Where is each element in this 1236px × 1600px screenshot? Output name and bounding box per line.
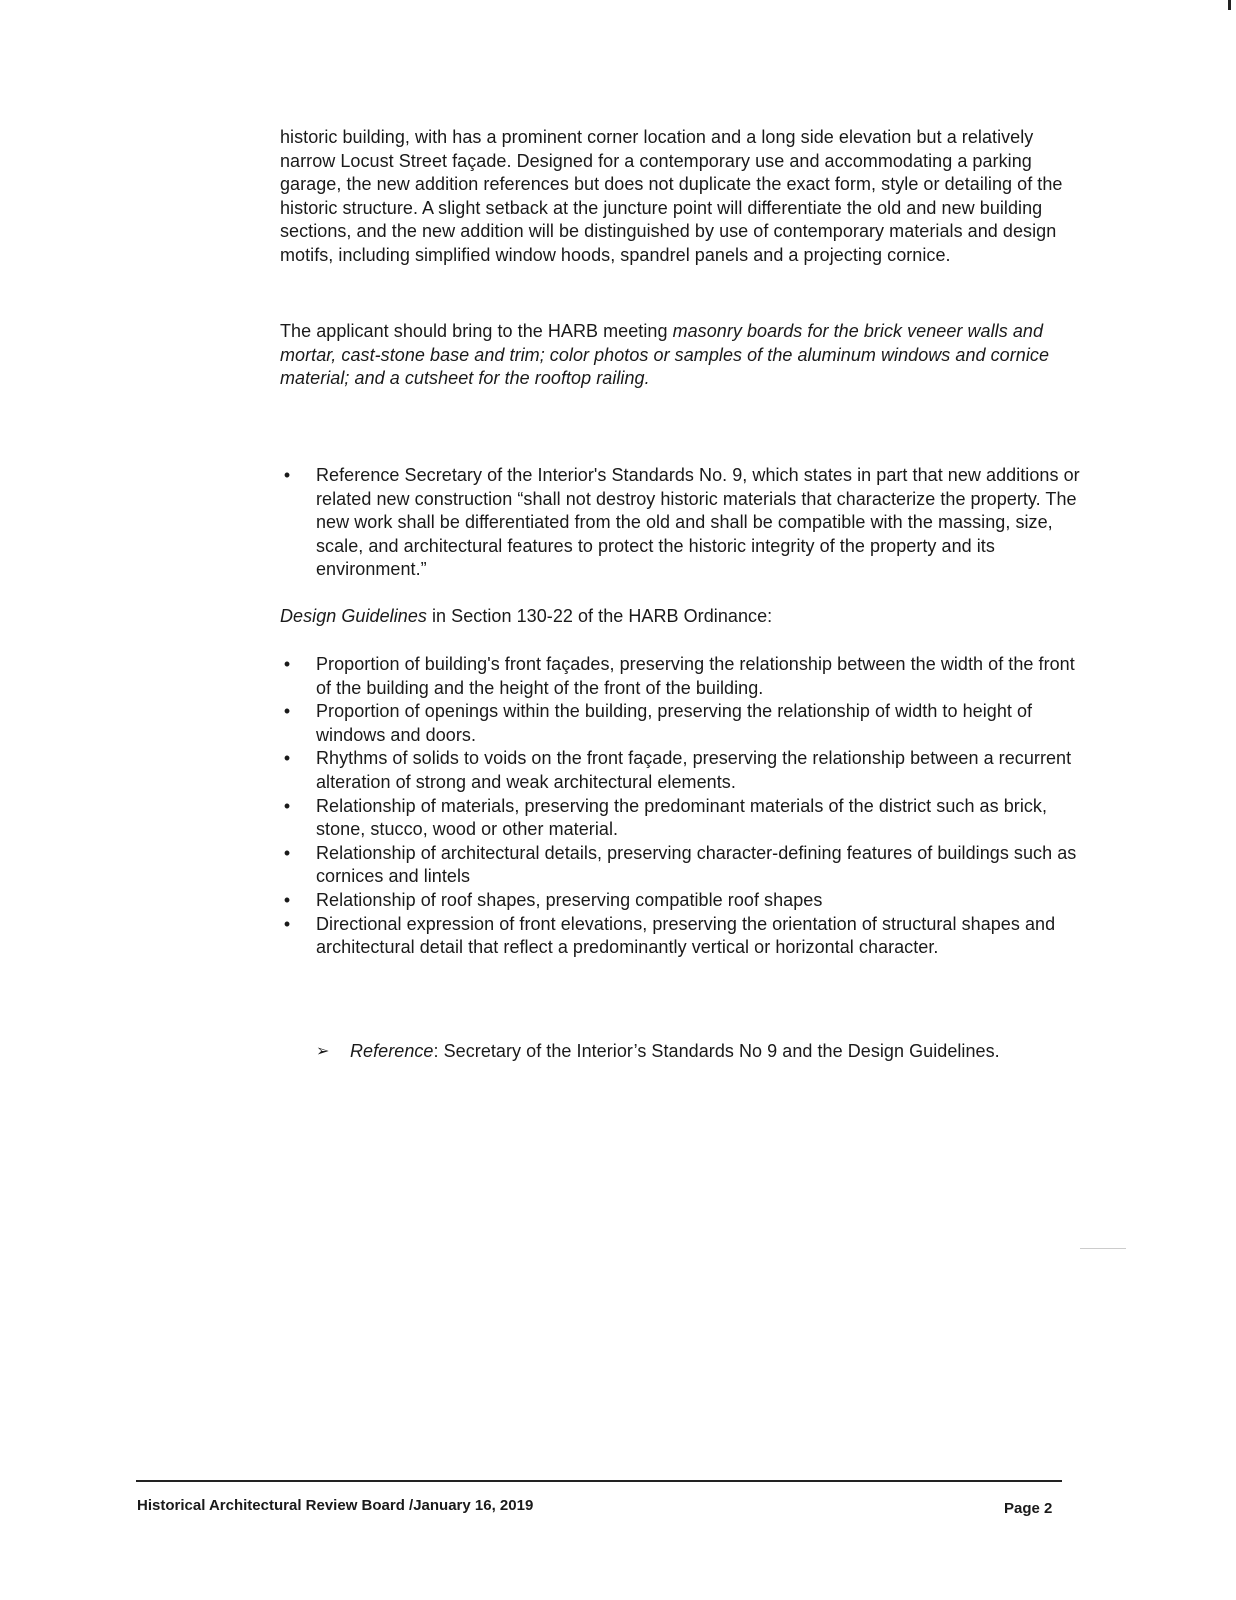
list-item [280,700,1080,747]
materials-request-paragraph [280,320,1060,391]
scan-artifact-dash [1080,1248,1126,1249]
design-guidelines-list [280,653,1080,960]
list-item [280,653,1080,700]
reference-text: : Secretary of the Interior’s Standards No 9 and the Design Guidelines. [433,1041,1000,1061]
bullet-icon: • [283,842,291,863]
list-item [280,747,1080,794]
reference-label: Reference [350,1041,434,1061]
footer-divider [136,1480,1062,1482]
list-item [280,795,1080,842]
list-item [280,464,1080,582]
scan-artifact-mark [1228,0,1231,10]
list-item [280,842,1080,889]
bullet-icon: • [283,795,291,816]
page-number: Page 2 [1004,1500,1053,1517]
arrow-bullet-icon: ➢ [316,1043,330,1060]
list-item [280,889,1080,913]
guideline-text: Relationship of materials, preserving the predominant materials of the district such as brick, stone, stucco, wood or other material. [316,795,1048,840]
guideline-text: Proportion of building's front façades, preserving the relationship between the width of the front of the building and the height of the front of the building. [316,654,1075,698]
bullet-icon: • [283,654,291,674]
list-item [316,1040,1076,1064]
guideline-text: Rhythms of solids to voids on the front façade, preserving the relationship between a recurrent alteration of strong and weak architectural elements. [316,748,1072,792]
intro-paragraph [280,126,1080,268]
intro-paragraph-text: historic building, with has a prominent corner location and a long side elevation but a relatively narrow Locust Street façade. Designed for a contemporary use and accommodating a parking garage, the new addition references but does not duplicate the exact form, style or detailing of the historic structure. A slight setback at the juncture point will differentiate the old and new building sections, and the new addition will be distinguished by use of contemporary materials and design motifs, including simplified window hoods, spandrel panels and a projecting cornice. [280,127,1063,265]
design-guidelines-title: Design Guidelines [280,606,427,626]
guideline-text: Directional expression of front elevations, preserving the orientation of structural shapes and architectural detail that reflect a predominantly vertical or horizontal character. [316,913,1056,958]
standards-reference-text: Reference Secretary of the Interior's Standards No. 9, which states in part that new additions or related new construction “shall not destroy historic materials that characterize the property. The new work shall be differentiated from the old and shall be compatible with the massing, size, scale, and architectural features to protect the historic integrity of the property and its environment.” [316,465,1080,580]
list-item [280,913,1080,960]
design-guidelines-heading [280,605,1060,629]
bullet-icon: • [283,701,291,722]
bullet-icon: • [283,748,291,769]
guideline-text: Proportion of openings within the building, preserving the relationship of width to height of windows and doors. [316,701,1033,745]
bullet-icon: • [283,465,291,485]
materials-request-lead: The applicant should bring to the HARB meeting [280,321,673,341]
guideline-text: Relationship of roof shapes, preserving compatible roof shapes [316,889,823,910]
design-guidelines-section: in Section 130-22 of the HARB Ordinance: [426,606,773,626]
bullet-icon: • [283,913,291,934]
bullet-icon: • [283,889,291,910]
standards-reference-bullet [280,464,1080,582]
guideline-text: Relationship of architectural details, preserving character-defining features of buildings such as cornices and lintels [316,842,1077,887]
materials-request-list: masonry boards for the brick veneer walls and mortar, cast-stone base and trim; color photos or samples of the aluminum windows and cornice material; and a cutsheet for the rooftop railing. [280,321,1050,389]
footer-title: Historical Architectural Review Board /January 16, 2019 [137,1497,534,1514]
reference-note [316,1040,1076,1064]
